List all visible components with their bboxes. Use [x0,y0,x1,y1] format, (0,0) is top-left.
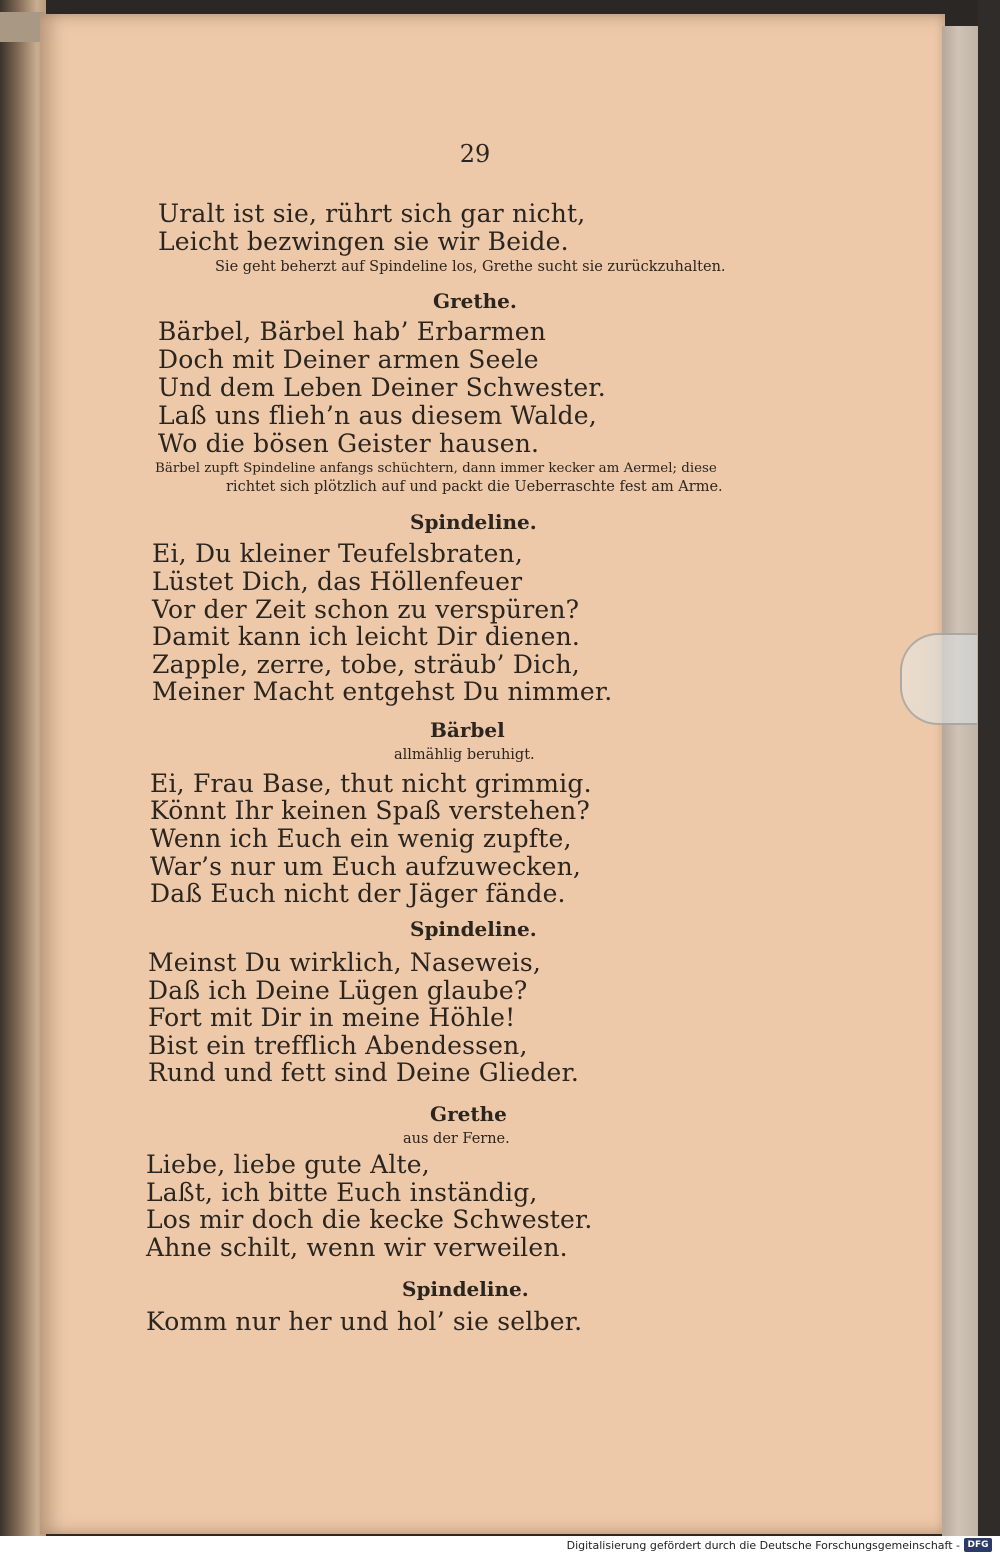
verse-line: Laßt, ich bitte Euch inständig, [146,1178,538,1207]
stage-direction: Bärbel zupft Spindeline anfangs schüchtern, dann immer kecker am Aermel; diese [155,461,717,476]
verse-line: Fort mit Dir in meine Höhle! [148,1003,516,1032]
verse-line: Ahne schilt, wenn wir verweilen. [146,1233,568,1262]
verse-line: Ei, Du kleiner Teufelsbraten, [152,539,524,568]
verse-line: Daß ich Deine Lügen glaube? [148,976,528,1005]
verse-line: Liebe, liebe gute Alte, [146,1150,430,1179]
verse-line: Meiner Macht entgehst Du nimmer. [152,677,613,706]
verse-line: Bist ein trefflich Abendessen, [148,1031,528,1060]
speaker-name: Bärbel [430,718,505,742]
verse-line: War’s nur um Euch aufzuwecken, [150,852,582,881]
stage-direction: Sie geht beherzt auf Spindeline los, Grethe sucht sie zurückzuhalten. [215,259,726,275]
verse-line: Und dem Leben Deiner Schwester. [158,373,606,402]
verse-line: Vor der Zeit schon zu verspüren? [152,595,580,624]
verse-line: Ei, Frau Base, thut nicht grimmig. [150,769,592,798]
stage-direction: aus der Ferne. [403,1131,510,1147]
verse-line: Daß Euch nicht der Jäger fände. [150,879,566,908]
verse-line: Meinst Du wirklich, Naseweis, [148,948,542,977]
verse-line: Uralt ist sie, rührt sich gar nicht, [158,199,586,228]
verse-line: Leicht bezwingen sie wir Beide. [158,227,569,256]
verse-line: Könnt Ihr keinen Spaß verstehen? [150,796,591,825]
verse-line: Zapple, zerre, tobe, sträub’ Dich, [152,650,580,679]
verse-line: Doch mit Deiner armen Seele [158,345,539,374]
verse-line: Komm nur her und hol’ sie selber. [146,1307,583,1336]
verse-line: Lüstet Dich, das Höllenfeuer [152,567,523,596]
stage-direction: richtet sich plötzlich auf und packt die Ueberraschte fest am Arme. [226,479,723,495]
page-number: 29 [459,140,491,168]
verse-line: Laß uns flieh’n aus diesem Walde, [158,401,597,430]
funding-notice: Digitalisierung gefördert durch die Deutsche Forschungsgemeinschaft - [566,1539,960,1552]
verse-line: Rund und fett sind Deine Glieder. [148,1058,580,1087]
speaker-name: Grethe. [433,289,517,313]
speaker-name: Spindeline. [410,510,537,534]
dfg-logo: DFG [964,1538,992,1552]
speaker-name: Spindeline. [410,917,537,941]
speaker-name: Grethe [430,1102,507,1126]
stage-direction: allmählig beruhigt. [394,747,535,763]
verse-line: Wenn ich Euch ein wenig zupfte, [150,824,572,853]
verse-line: Damit kann ich leicht Dir dienen. [152,622,581,651]
speaker-name: Spindeline. [402,1277,529,1301]
verse-line: Los mir doch die kecke Schwester. [146,1205,593,1234]
verse-line: Wo die bösen Geister hausen. [158,429,540,458]
verse-line: Bärbel, Bärbel hab’ Erbarmen [158,317,547,346]
